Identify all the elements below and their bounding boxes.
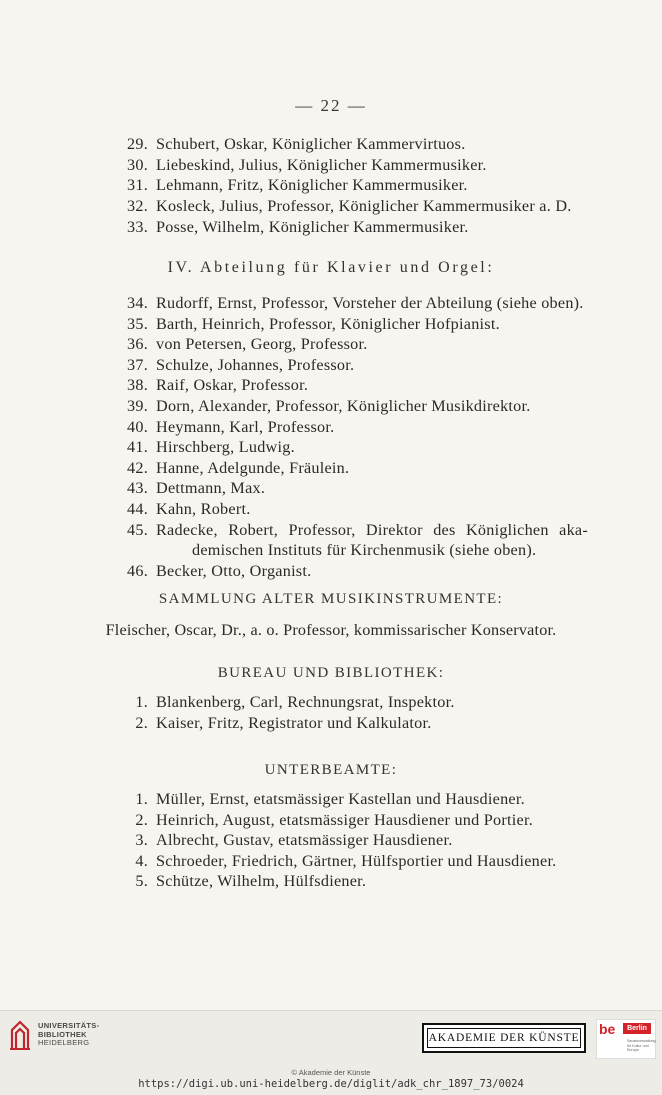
entry-number: 34. <box>127 294 148 312</box>
entry-number: 2. <box>135 713 148 732</box>
entry-text: Kahn, Robert. <box>156 500 251 518</box>
akademie-logo-text: AKADEMIE DER KÜNSTE <box>427 1028 581 1048</box>
permalink-url[interactable]: https://digi.ub.uni-heidelberg.de/diglit/adk_chr_1897_73/0024 <box>138 1078 524 1090</box>
entry-number: 46. <box>127 561 148 580</box>
entry-number: 40. <box>127 417 148 436</box>
entry-text: Becker, Otto, Organist. <box>156 561 312 580</box>
berlin-tag: Berlin <box>623 1023 651 1034</box>
entry-number: 3. <box>135 831 148 849</box>
entry-number: 39. <box>127 397 148 415</box>
entry-number: 29. <box>127 135 148 153</box>
entry-text: Dorn, Alexander, Professor, Königlicher Musikdirektor. <box>156 397 531 415</box>
entry-text: Rudorff, Ernst, Professor, Vorsteher der Abteilung (siehe oben). <box>156 294 584 312</box>
entry-number: 5. <box>135 872 148 890</box>
entry-number: 2. <box>135 810 148 829</box>
entry-text: Albrecht, Gustav, etatsmässiger Hausdiener. <box>156 831 453 849</box>
entry-number: 36. <box>127 335 148 354</box>
sammlung-entry: Fleischer, Oscar, Dr., a. o. Professor, kommissarischer Konservator. <box>105 621 557 639</box>
ub-heidelberg-icon <box>8 1018 32 1052</box>
entry-number: 41. <box>127 438 148 457</box>
ub-logo-line-3: HEIDELBERG <box>38 1038 90 1047</box>
entry-number: 1. <box>135 790 148 808</box>
berlin-subtext: Senatsverwaltung für Kultur und Europa <box>627 1039 656 1052</box>
entry-text: Schulze, Johannes, Professor. <box>156 355 355 374</box>
entry-text: Hirschberg, Ludwig. <box>156 438 295 457</box>
entry-text: Heymann, Karl, Professor. <box>156 417 335 436</box>
entry-text: demischen Instituts für Kirchenmusik (siehe oben). <box>192 541 537 560</box>
akademie-logo[interactable] <box>422 1023 586 1053</box>
heading-abteilung-iv: IV. Abteilung für Klavier und Orgel: <box>167 259 495 276</box>
entry-text: Posse, Wilhelm, Königlicher Kammermusiker. <box>156 217 469 236</box>
entry-number: 35. <box>127 314 148 333</box>
entry-text: Blankenberg, Carl, Rechnungsrat, Inspektor. <box>156 693 455 711</box>
entry-number: 44. <box>127 500 148 518</box>
heading-unterbeamte: UNTERBEAMTE: <box>264 762 398 778</box>
entry-number: 38. <box>127 376 148 395</box>
entry-number: 45. <box>127 520 148 539</box>
ub-logo-line-1: UNIVERSITÄTS- <box>38 1021 100 1030</box>
entry-number: 31. <box>127 176 148 195</box>
entry-text: Barth, Heinrich, Professor, Königlicher Hofpianist. <box>156 314 500 333</box>
entry-text: Lehmann, Fritz, Königlicher Kammermusiker. <box>156 176 468 195</box>
entry-text: Hanne, Adelgunde, Fräulein. <box>156 458 350 477</box>
berlin-logo[interactable] <box>596 1019 656 1059</box>
copyright-notice: © Akademie der Künste <box>291 1068 371 1077</box>
entry-number: 42. <box>127 458 148 477</box>
entry-number: 1. <box>135 693 148 711</box>
entry-text: Schroeder, Friedrich, Gärtner, Hülfsportier und Hausdiener. <box>156 851 557 870</box>
heading-sammlung: SAMMLUNG ALTER MUSIKINSTRUMENTE: <box>158 591 504 607</box>
entry-number: 43. <box>127 479 148 498</box>
entry-text: von Petersen, Georg, Professor. <box>156 335 368 354</box>
entry-number: 30. <box>127 155 148 174</box>
entry-text: Kosleck, Julius, Professor, Königlicher Kammermusiker a. D. <box>156 197 572 216</box>
entry-text: Dettmann, Max. <box>156 479 266 498</box>
entry-text: Kaiser, Fritz, Registrator und Kalkulator. <box>156 713 432 732</box>
entry-number: 32. <box>127 197 148 216</box>
entry-text: Raif, Oskar, Professor. <box>156 376 309 395</box>
entry-text: Liebeskind, Julius, Königlicher Kammermusiker. <box>156 155 487 174</box>
entry-text: Heinrich, August, etatsmässiger Hausdiener und Portier. <box>156 810 533 829</box>
entry-text: Müller, Ernst, etatsmässiger Kastellan und Hausdiener. <box>156 790 525 808</box>
heading-bureau: BUREAU UND BIBLIOTHEK: <box>217 665 445 681</box>
ub-heidelberg-logo[interactable] <box>8 1016 148 1060</box>
ub-logo-line-2: BIBLIOTHEK <box>38 1029 87 1039</box>
berlin-be-text: be <box>599 1021 616 1037</box>
entry-text: Schütze, Wilhelm, Hülfsdiener. <box>156 872 367 890</box>
entry-text: Radecke, Robert, Professor, Direktor des Königlichen aka- <box>156 520 588 539</box>
page-number: — 22 — <box>295 96 367 115</box>
entry-number: 4. <box>135 851 148 870</box>
entry-number: 33. <box>127 217 148 236</box>
entry-text: Schubert, Oskar, Königlicher Kammervirtuos. <box>156 135 466 153</box>
entry-number: 37. <box>127 355 148 374</box>
